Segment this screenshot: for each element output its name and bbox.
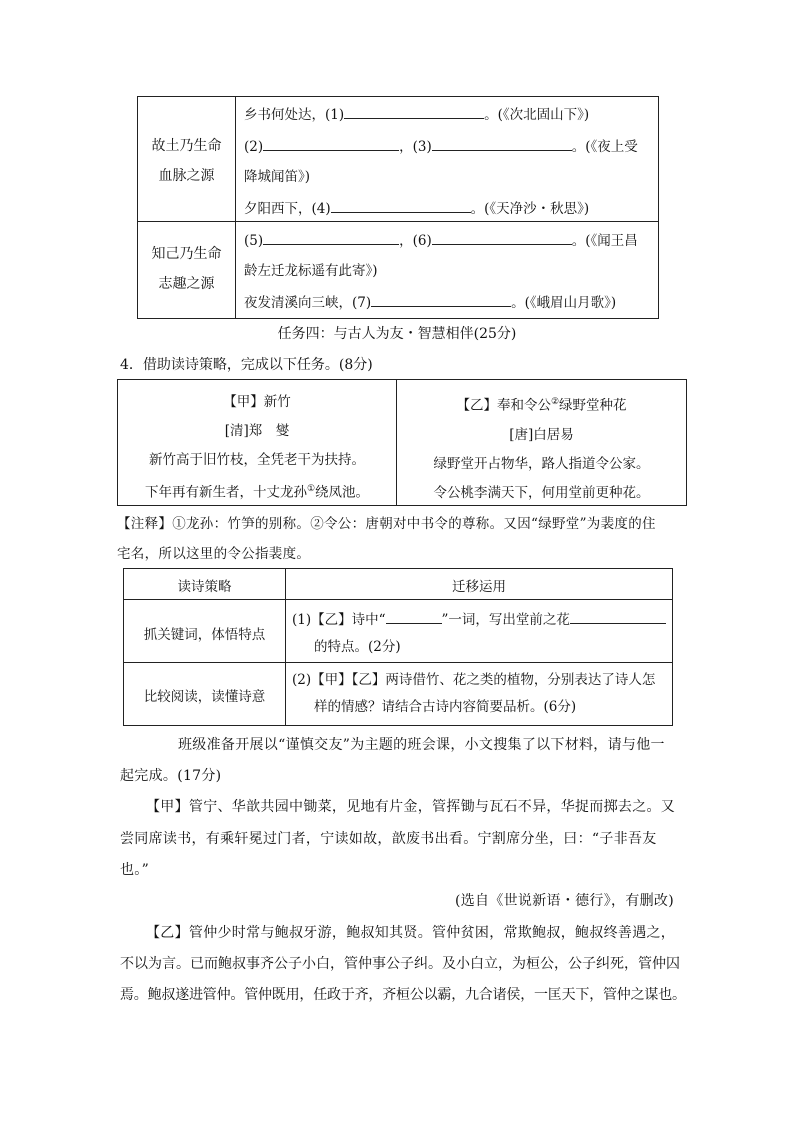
answer-blank-7[interactable] xyxy=(371,294,511,307)
header-strategy: 读诗策略 xyxy=(177,579,232,595)
header-application: 迁移运用 xyxy=(452,579,506,595)
poem-jia xyxy=(118,388,396,508)
class-intro-line: 起完成。(17分) xyxy=(120,768,222,784)
poem-line: 令公桃李满天下，何用堂前更种花。 xyxy=(433,484,650,501)
poem-line: 绿野堂开占物华，路人指道令公家。 xyxy=(433,455,650,472)
poem-author: [清]郑 燮 xyxy=(224,423,290,439)
blank-line-7: 夜发清溪向三峡，(7) 。(《峨眉山月歌》) xyxy=(244,295,617,311)
passage-yi-line: 焉。鲍叔遂进管仲。管仲既用，任政于齐，齐桓公以霸，九合诸侯，一匡天下，管仲之谋也。 xyxy=(120,987,686,1003)
passage-jia-line: 也。” xyxy=(120,862,150,878)
answer-blank-3[interactable] xyxy=(432,138,572,151)
strategy-compare: 比较阅读，读懂诗意 xyxy=(143,689,266,705)
row-label-hometown: 故土乃生命 血脉之源 xyxy=(151,138,222,184)
note-marker: ② xyxy=(550,397,560,407)
answer-blank-6[interactable] xyxy=(432,232,572,245)
task-item-1: (1)【乙】诗中“ ”一词，写出堂前之花 的特点。(2分) xyxy=(292,607,668,661)
fill-in-table xyxy=(137,96,659,319)
answer-blank-4[interactable] xyxy=(331,200,471,213)
blank-line-4: 夕阳西下，(4) 。(《天净沙・秋思》) xyxy=(244,201,590,217)
passage-jia-line: 尝同席读书，有乘轩冕过门者，宁读如故，歆废书出看。宁割席分坐，曰：“子非吾友 xyxy=(120,831,657,847)
line-continuation: 龄左迁龙标遥有此寄》) xyxy=(244,263,378,279)
blank-line-1: 乡书何处达，(1) 。(《次北固山下》) xyxy=(244,107,590,123)
annotation-line: 【注释】①龙孙：竹笋的别称。②令公：唐朝对中书令的尊称。又因“绿野堂”为裴度的住 xyxy=(117,516,656,532)
answer-blank-5[interactable] xyxy=(263,232,399,245)
blank-line-2: (2) ，(3) 。(《夜上受 xyxy=(244,139,638,155)
passage-yi-line: 【乙】管仲少时常与鲍叔牙游，鲍叔知其贤。管仲贫困，常欺鲍叔，鲍叔终善遇之， xyxy=(146,925,676,941)
answer-blank-keyword[interactable] xyxy=(386,611,442,624)
poems-box xyxy=(117,379,687,506)
poem-line: 新竹高于旧竹枝，全凭老干为扶持。 xyxy=(149,452,365,468)
poem-title: 【乙】奉和令公②绿野堂种花 xyxy=(456,397,627,414)
annotation-line: 宅名，所以这里的令公指裴度。 xyxy=(117,546,311,562)
answer-blank-feature[interactable] xyxy=(570,611,666,624)
poem-yi xyxy=(397,388,686,508)
answer-blank-1[interactable] xyxy=(344,106,484,119)
strategy-table xyxy=(123,568,673,726)
row-label-friendship: 知己乃生命 志趣之源 xyxy=(151,246,222,292)
row-content-friendship xyxy=(244,221,654,318)
note-marker: ① xyxy=(306,484,316,494)
task-item-2: (2)【甲】【乙】两诗借竹、花之类的植物，分别表达了诗人怎 样的情感？请结合古诗内容简要品析。(6分) xyxy=(292,672,656,715)
poem-title: 【甲】新竹 xyxy=(223,394,291,410)
poem-line: 下年再有新生者，十丈龙孙①绕凤池。 xyxy=(144,484,370,501)
question-prompt: 4．借助读诗策略，完成以下任务。(8分) xyxy=(120,357,373,373)
blank-line-5: (5) ，(6) 。(《闻王昌 xyxy=(244,233,638,249)
line-continuation: 降城闻笛》) xyxy=(244,169,311,185)
passage-yi-line: 不以为言。已而鲍叔事齐公子小白，管仲事公子纠。及小白立，为桓公，公子纠死，管仲囚 xyxy=(120,956,680,972)
poem-author: [唐]白居易 xyxy=(509,426,574,443)
passage-jia-line: 【甲】管宁、华歆共园中锄菜，见地有片金，管挥锄与瓦石不异，华捉而掷去之。又 xyxy=(146,799,676,815)
answer-blank-2[interactable] xyxy=(263,138,399,151)
task-title: 任务四：与古人为友・智慧相伴(25分) xyxy=(277,326,517,342)
passage-source: (选自《世说新语・德行》，有删改) xyxy=(454,893,674,909)
strategy-keywords: 抓关键词，体悟特点 xyxy=(143,627,266,643)
row-content-hometown xyxy=(244,97,654,221)
class-intro-line: 班级准备开展以“谨慎交友”为主题的班会课，小文搜集了以下材料，请与他一 xyxy=(178,737,665,753)
